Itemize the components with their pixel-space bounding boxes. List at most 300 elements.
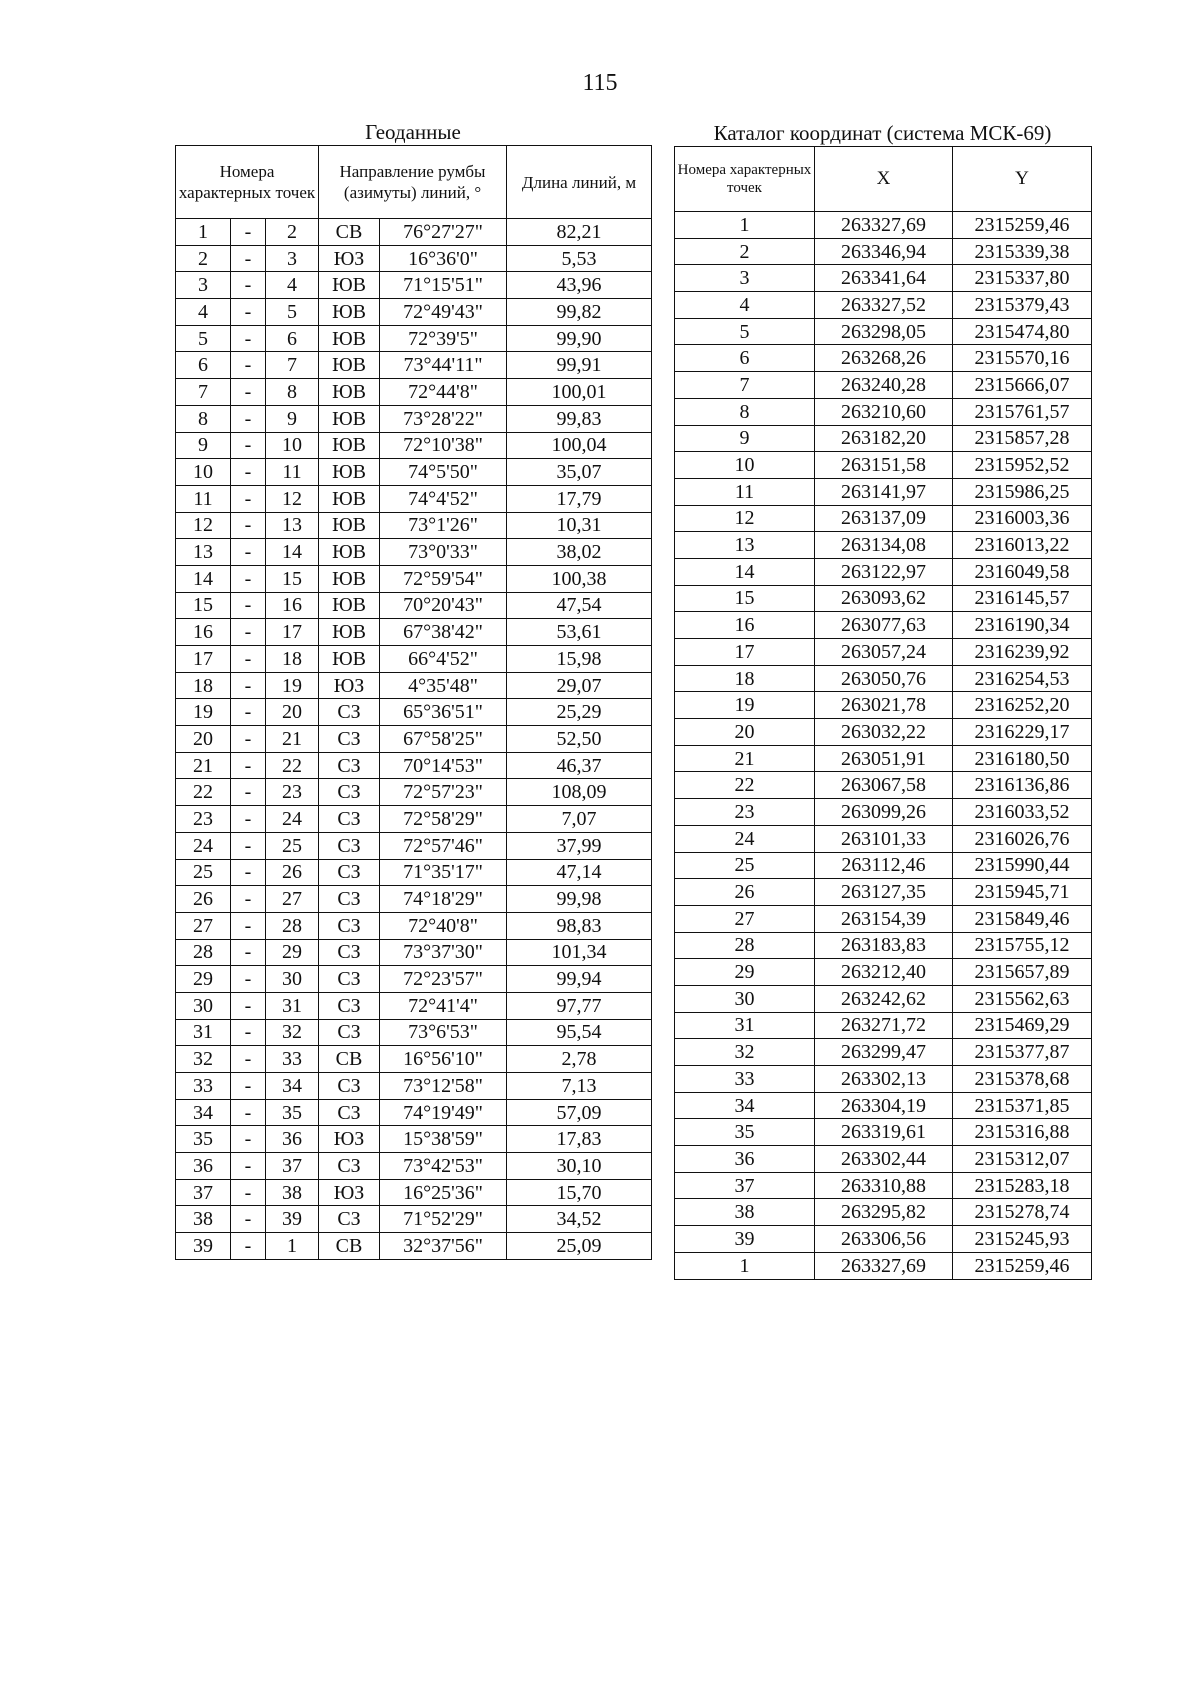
point-number: 38 [675,1199,815,1226]
point-number: 29 [675,959,815,986]
point-to: 34 [266,1073,319,1100]
point-to: 33 [266,1046,319,1073]
azimuth: 72°49'43" [380,299,507,326]
coordinate-y: 2315378,68 [953,1066,1092,1093]
line-length: 57,09 [507,1099,652,1126]
point-number: 16 [675,612,815,639]
table-row [176,565,652,592]
point-separator: - [231,939,266,966]
azimuth: 66°4'52" [380,646,507,673]
point-to: 11 [266,459,319,486]
line-length: 17,83 [507,1126,652,1153]
coordinate-y: 2315474,80 [953,318,1092,345]
table-row [176,219,652,246]
point-separator: - [231,912,266,939]
table-row [176,352,652,379]
coordinate-x: 263310,88 [815,1172,953,1199]
line-length: 35,07 [507,459,652,486]
coordinate-y: 2316049,58 [953,558,1092,585]
point-separator: - [231,352,266,379]
line-length: 99,90 [507,325,652,352]
coordinate-y: 2315339,38 [953,238,1092,265]
coordinate-y: 2316013,22 [953,532,1092,559]
rhumb: СЗ [319,779,380,806]
table-row [176,726,652,753]
rhumb: СЗ [319,886,380,913]
azimuth: 71°35'17" [380,859,507,886]
point-number: 26 [675,879,815,906]
rhumb: ЮВ [319,379,380,406]
point-number: 36 [675,1146,815,1173]
coordinate-y: 2315755,12 [953,932,1092,959]
point-from: 22 [176,779,231,806]
point-to: 4 [266,272,319,299]
point-to: 5 [266,299,319,326]
coordinate-y: 2316136,86 [953,772,1092,799]
point-separator: - [231,1206,266,1233]
point-separator: - [231,619,266,646]
table-row [675,505,1092,532]
point-separator: - [231,966,266,993]
table-row [176,272,652,299]
point-to: 2 [266,219,319,246]
point-to: 13 [266,512,319,539]
line-length: 30,10 [507,1153,652,1180]
point-from: 15 [176,592,231,619]
line-length: 43,96 [507,272,652,299]
coordinate-y: 2315245,93 [953,1226,1092,1253]
table-row [176,939,652,966]
line-length: 99,98 [507,886,652,913]
coordinate-x: 263122,97 [815,558,953,585]
point-to: 1 [266,1233,319,1260]
catalog-header-row [675,147,1092,212]
point-separator: - [231,459,266,486]
point-to: 16 [266,592,319,619]
azimuth: 74°4'52" [380,485,507,512]
point-to: 10 [266,432,319,459]
table-row [675,719,1092,746]
rhumb: ЮЗ [319,245,380,272]
coordinate-y: 2316026,76 [953,825,1092,852]
point-to: 26 [266,859,319,886]
azimuth: 74°5'50" [380,459,507,486]
table-row [675,852,1092,879]
coordinate-x: 263327,69 [815,1252,953,1279]
azimuth: 4°35'48" [380,672,507,699]
line-length: 108,09 [507,779,652,806]
line-length: 5,53 [507,245,652,272]
azimuth: 72°44'8" [380,379,507,406]
rhumb: ЮВ [319,646,380,673]
point-number: 3 [675,265,815,292]
point-separator: - [231,886,266,913]
coordinate-y: 2316180,50 [953,745,1092,772]
point-number: 1 [675,212,815,239]
point-to: 21 [266,726,319,753]
table-row [675,612,1092,639]
coordinate-y: 2316190,34 [953,612,1092,639]
point-number: 25 [675,852,815,879]
point-separator: - [231,1019,266,1046]
coordinate-x: 263101,33 [815,825,953,852]
table-row [176,299,652,326]
coordinate-x: 263210,60 [815,398,953,425]
rhumb: СЗ [319,832,380,859]
rhumb: ЮВ [319,565,380,592]
coordinate-y: 2315259,46 [953,212,1092,239]
azimuth: 72°59'54" [380,565,507,592]
point-to: 14 [266,539,319,566]
azimuth: 16°56'10" [380,1046,507,1073]
point-to: 38 [266,1179,319,1206]
point-separator: - [231,1073,266,1100]
coordinate-y: 2315379,43 [953,292,1092,319]
header-catalog-points: Номера характерных точек [675,147,815,212]
point-separator: - [231,1126,266,1153]
coordinate-y: 2315562,63 [953,985,1092,1012]
point-from: 38 [176,1206,231,1233]
point-to: 19 [266,672,319,699]
coordinate-y: 2316033,52 [953,799,1092,826]
table-row [675,799,1092,826]
rhumb: СВ [319,1046,380,1073]
table-row [176,912,652,939]
coordinate-x: 263182,20 [815,425,953,452]
coordinate-y: 2316252,20 [953,692,1092,719]
coordinate-x: 263099,26 [815,799,953,826]
header-x: X [815,147,953,212]
azimuth: 72°39'5" [380,325,507,352]
azimuth: 71°52'29" [380,1206,507,1233]
coordinate-x: 263051,91 [815,745,953,772]
point-to: 7 [266,352,319,379]
table-row [675,825,1092,852]
point-from: 29 [176,966,231,993]
point-to: 23 [266,779,319,806]
table-row [675,425,1092,452]
coordinate-y: 2315570,16 [953,345,1092,372]
table-row [675,1252,1092,1279]
table-row [176,619,652,646]
table-row [176,859,652,886]
line-length: 17,79 [507,485,652,512]
line-length: 37,99 [507,832,652,859]
azimuth: 72°40'8" [380,912,507,939]
azimuth: 72°57'23" [380,779,507,806]
header-direction: Направление румбы (азимуты) линий, ° [319,146,507,219]
rhumb: ЮВ [319,619,380,646]
point-to: 31 [266,992,319,1019]
azimuth: 70°20'43" [380,592,507,619]
coordinate-y: 2315857,28 [953,425,1092,452]
point-from: 34 [176,1099,231,1126]
table-row [675,585,1092,612]
coordinate-x: 263299,47 [815,1039,953,1066]
catalog-section [674,121,1091,1280]
table-row [675,478,1092,505]
point-number: 6 [675,345,815,372]
coordinate-x: 263077,63 [815,612,953,639]
point-number: 7 [675,372,815,399]
rhumb: ЮВ [319,539,380,566]
coordinate-y: 2315283,18 [953,1172,1092,1199]
rhumb: СВ [319,219,380,246]
point-from: 1 [176,219,231,246]
point-number: 23 [675,799,815,826]
point-separator: - [231,485,266,512]
coordinate-y: 2315657,89 [953,959,1092,986]
point-number: 37 [675,1172,815,1199]
coordinate-x: 263057,24 [815,639,953,666]
table-row [176,672,652,699]
azimuth: 73°0'33" [380,539,507,566]
table-row [176,779,652,806]
point-from: 21 [176,752,231,779]
catalog-body [675,212,1092,1280]
point-to: 18 [266,646,319,673]
point-from: 14 [176,565,231,592]
point-number: 31 [675,1012,815,1039]
line-length: 97,77 [507,992,652,1019]
point-number: 14 [675,558,815,585]
rhumb: СЗ [319,1019,380,1046]
azimuth: 32°37'56" [380,1233,507,1260]
azimuth: 72°41'4" [380,992,507,1019]
point-separator: - [231,299,266,326]
azimuth: 16°25'36" [380,1179,507,1206]
azimuth: 73°42'53" [380,1153,507,1180]
table-row [176,699,652,726]
line-length: 95,54 [507,1019,652,1046]
coordinate-y: 2315469,29 [953,1012,1092,1039]
point-from: 33 [176,1073,231,1100]
point-separator: - [231,699,266,726]
table-row [176,245,652,272]
coordinate-x: 263302,44 [815,1146,953,1173]
table-row [675,1012,1092,1039]
point-separator: - [231,1046,266,1073]
coordinate-x: 263137,09 [815,505,953,532]
point-separator: - [231,859,266,886]
table-row [675,212,1092,239]
point-to: 29 [266,939,319,966]
rhumb: СЗ [319,939,380,966]
table-row [176,325,652,352]
coordinate-x: 263032,22 [815,719,953,746]
coordinate-x: 263141,97 [815,478,953,505]
point-separator: - [231,1233,266,1260]
point-separator: - [231,405,266,432]
point-to: 27 [266,886,319,913]
point-separator: - [231,565,266,592]
table-row [176,992,652,1019]
rhumb: СЗ [319,1073,380,1100]
point-number: 9 [675,425,815,452]
azimuth: 73°44'11" [380,352,507,379]
point-number: 18 [675,665,815,692]
table-row [675,238,1092,265]
point-from: 32 [176,1046,231,1073]
point-number: 10 [675,452,815,479]
table-row [675,905,1092,932]
point-number: 27 [675,905,815,932]
header-points: Номера характерных точек [176,146,319,219]
point-from: 9 [176,432,231,459]
header-y: Y [953,147,1092,212]
coordinate-x: 263306,56 [815,1226,953,1253]
point-to: 36 [266,1126,319,1153]
point-number: 39 [675,1226,815,1253]
point-separator: - [231,272,266,299]
coordinate-x: 263341,64 [815,265,953,292]
table-row [675,398,1092,425]
line-length: 99,91 [507,352,652,379]
point-from: 6 [176,352,231,379]
table-row [675,745,1092,772]
coordinate-x: 263050,76 [815,665,953,692]
point-separator: - [231,779,266,806]
point-separator: - [231,726,266,753]
point-number: 24 [675,825,815,852]
point-to: 24 [266,806,319,833]
azimuth: 70°14'53" [380,752,507,779]
table-row [675,1066,1092,1093]
line-length: 7,13 [507,1073,652,1100]
point-from: 31 [176,1019,231,1046]
point-number: 33 [675,1066,815,1093]
rhumb: СЗ [319,1099,380,1126]
rhumb: ЮВ [319,459,380,486]
coordinate-y: 2315666,07 [953,372,1092,399]
table-row [675,1199,1092,1226]
line-length: 47,54 [507,592,652,619]
line-length: 38,02 [507,539,652,566]
point-from: 17 [176,646,231,673]
coordinate-y: 2315371,85 [953,1092,1092,1119]
point-number: 21 [675,745,815,772]
point-from: 39 [176,1233,231,1260]
coordinate-x: 263327,52 [815,292,953,319]
rhumb: СЗ [319,726,380,753]
coordinate-x: 263242,62 [815,985,953,1012]
point-from: 5 [176,325,231,352]
azimuth: 67°38'42" [380,619,507,646]
point-separator: - [231,1099,266,1126]
point-to: 30 [266,966,319,993]
point-number: 1 [675,1252,815,1279]
geodata-body [176,219,652,1260]
azimuth: 73°37'30" [380,939,507,966]
point-from: 20 [176,726,231,753]
table-row [675,318,1092,345]
point-from: 30 [176,992,231,1019]
line-length: 7,07 [507,806,652,833]
coordinate-y: 2315377,87 [953,1039,1092,1066]
point-separator: - [231,245,266,272]
point-separator: - [231,992,266,1019]
table-row [675,665,1092,692]
coordinate-x: 263127,35 [815,879,953,906]
azimuth: 72°10'38" [380,432,507,459]
coordinate-x: 263240,28 [815,372,953,399]
rhumb: ЮВ [319,272,380,299]
line-length: 82,21 [507,219,652,246]
catalog-table [674,146,1092,1280]
coordinate-x: 263021,78 [815,692,953,719]
coordinate-x: 263268,26 [815,345,953,372]
coordinate-x: 263295,82 [815,1199,953,1226]
azimuth: 76°27'27" [380,219,507,246]
rhumb: ЮВ [319,405,380,432]
point-separator: - [231,325,266,352]
point-separator: - [231,219,266,246]
coordinate-y: 2315761,57 [953,398,1092,425]
point-separator: - [231,512,266,539]
point-number: 17 [675,639,815,666]
point-from: 36 [176,1153,231,1180]
azimuth: 65°36'51" [380,699,507,726]
table-row [176,1179,652,1206]
point-separator: - [231,379,266,406]
table-row [176,832,652,859]
table-row [176,752,652,779]
coordinate-y: 2316229,17 [953,719,1092,746]
line-length: 53,61 [507,619,652,646]
table-row [675,639,1092,666]
line-length: 100,38 [507,565,652,592]
table-row [176,592,652,619]
point-to: 9 [266,405,319,432]
point-number: 5 [675,318,815,345]
line-length: 2,78 [507,1046,652,1073]
coordinate-x: 263319,61 [815,1119,953,1146]
geodata-header-row [176,146,652,219]
line-length: 47,14 [507,859,652,886]
coordinate-y: 2315278,74 [953,1199,1092,1226]
point-number: 34 [675,1092,815,1119]
coordinate-y: 2316254,53 [953,665,1092,692]
rhumb: СЗ [319,1153,380,1180]
point-number: 19 [675,692,815,719]
table-row [675,959,1092,986]
coordinate-y: 2315312,07 [953,1146,1092,1173]
point-separator: - [231,1179,266,1206]
point-to: 39 [266,1206,319,1233]
line-length: 100,01 [507,379,652,406]
rhumb: СЗ [319,1206,380,1233]
table-row [176,1046,652,1073]
coordinate-y: 2315849,46 [953,905,1092,932]
line-length: 34,52 [507,1206,652,1233]
coordinate-x: 263134,08 [815,532,953,559]
table-row [675,932,1092,959]
table-row [675,265,1092,292]
line-length: 10,31 [507,512,652,539]
table-row [675,372,1092,399]
coordinate-x: 263183,83 [815,932,953,959]
table-row [176,539,652,566]
azimuth: 72°23'57" [380,966,507,993]
coordinate-x: 263151,58 [815,452,953,479]
rhumb: СВ [319,1233,380,1260]
coordinate-x: 263093,62 [815,585,953,612]
azimuth: 74°19'49" [380,1099,507,1126]
azimuth: 67°58'25" [380,726,507,753]
line-length: 46,37 [507,752,652,779]
point-to: 37 [266,1153,319,1180]
table-row [176,379,652,406]
